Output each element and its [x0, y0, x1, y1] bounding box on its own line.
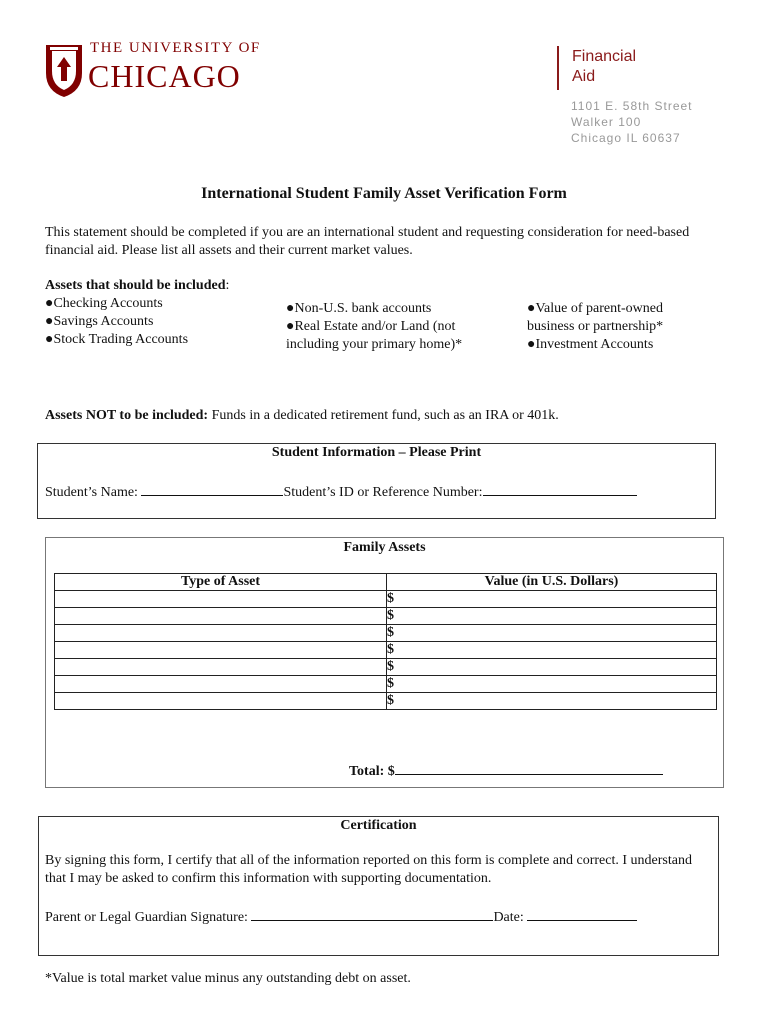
asset-type-cell[interactable]	[55, 625, 387, 642]
asset-value-cell[interactable]: $	[387, 591, 717, 608]
logo-chicago: CHICAGO	[88, 58, 241, 94]
asset-table	[54, 573, 717, 710]
asset-row	[55, 659, 717, 676]
university-shield-logo	[44, 43, 84, 99]
student-id-label: Student’s ID or Reference Number:	[283, 485, 483, 500]
office-title	[572, 47, 636, 87]
asset-type-cell[interactable]	[55, 693, 387, 710]
total-label: Total: $	[349, 764, 395, 779]
asset-item: ●Savings Accounts	[45, 314, 154, 329]
office-divider	[557, 46, 559, 90]
signature-field[interactable]	[251, 906, 493, 921]
student-fields	[45, 481, 637, 501]
form-title: International Student Family Asset Verification Form	[201, 185, 567, 202]
date-label: Date:	[493, 910, 528, 925]
signature-label: Parent or Legal Guardian Signature:	[45, 910, 252, 925]
assets-column-2	[286, 300, 486, 354]
col-value-header: Value (in U.S. Dollars)	[387, 574, 717, 591]
logo-university-of: THE UNIVERSITY OF	[90, 40, 261, 56]
assets-not-included-text: Funds in a dedicated retirement fund, such as an IRA or 401k.	[208, 408, 559, 423]
asset-value-cell[interactable]: $	[387, 693, 717, 710]
asset-row	[55, 625, 717, 642]
total-field[interactable]	[395, 760, 663, 775]
date-field[interactable]	[527, 906, 637, 921]
student-info-box	[37, 443, 716, 519]
footnote: *Value is total market value minus any outstanding debt on asset.	[45, 971, 411, 986]
assets-not-included	[45, 408, 559, 424]
total-row	[349, 760, 663, 780]
asset-type-cell[interactable]	[55, 676, 387, 693]
asset-type-cell[interactable]	[55, 608, 387, 625]
certification-text: By signing this form, I certify that all of the information reported on this form is complete and correct. I understand that I may be asked to confirm this information with supporting documentation.	[45, 853, 692, 886]
family-assets-box	[45, 537, 724, 788]
address-line3: Chicago IL 60637	[571, 131, 681, 145]
asset-value-cell[interactable]: $	[387, 642, 717, 659]
assets-not-included-label: Assets NOT to be included:	[45, 408, 209, 423]
asset-item: ●Investment Accounts	[527, 337, 654, 352]
intro-paragraph: This statement should be completed if you are an international student and requesting consideration for need-based financial aid. Please list all assets and their current market values.	[45, 225, 690, 258]
student-id-field[interactable]	[483, 481, 637, 496]
office-title-line2: Aid	[572, 68, 596, 85]
address-line2: Walker 100	[571, 115, 642, 129]
asset-value-cell[interactable]: $	[387, 676, 717, 693]
family-assets-heading: Family Assets	[343, 540, 426, 555]
asset-row	[55, 642, 717, 659]
office-address	[571, 98, 693, 146]
asset-row	[55, 591, 717, 608]
asset-row	[55, 676, 717, 693]
certification-heading: Certification	[340, 818, 417, 833]
address-line1: 1101 E. 58th Street	[571, 99, 693, 113]
asset-value-cell[interactable]: $	[387, 659, 717, 676]
certification-box	[38, 816, 719, 956]
asset-item: ●Value of parent-owned business or partnership*	[527, 301, 664, 334]
signature-row	[45, 906, 637, 926]
student-name-label: Student’s Name:	[45, 485, 142, 500]
asset-value-cell[interactable]: $	[387, 608, 717, 625]
asset-value-cell[interactable]: $	[387, 625, 717, 642]
asset-item: ●Checking Accounts	[45, 296, 163, 311]
asset-item: ●Non-U.S. bank accounts	[286, 301, 432, 316]
asset-type-cell[interactable]	[55, 642, 387, 659]
asset-item: ●Real Estate and/or Land (not including your primary home)*	[286, 319, 463, 352]
student-name-field[interactable]	[141, 481, 283, 496]
assets-column-1	[45, 295, 188, 349]
assets-included-colon: :	[225, 278, 230, 293]
student-info-heading: Student Information – Please Print	[271, 445, 482, 460]
asset-table-header	[55, 574, 717, 591]
assets-column-3	[527, 300, 707, 354]
office-title-line1: Financial	[572, 48, 637, 65]
asset-row	[55, 608, 717, 625]
col-type-header: Type of Asset	[55, 574, 387, 591]
asset-type-cell[interactable]	[55, 659, 387, 676]
asset-type-cell[interactable]	[55, 591, 387, 608]
asset-item: ●Stock Trading Accounts	[45, 332, 189, 347]
asset-row	[55, 693, 717, 710]
assets-included-heading	[45, 278, 229, 294]
assets-included-label: Assets that should be included	[45, 278, 226, 293]
